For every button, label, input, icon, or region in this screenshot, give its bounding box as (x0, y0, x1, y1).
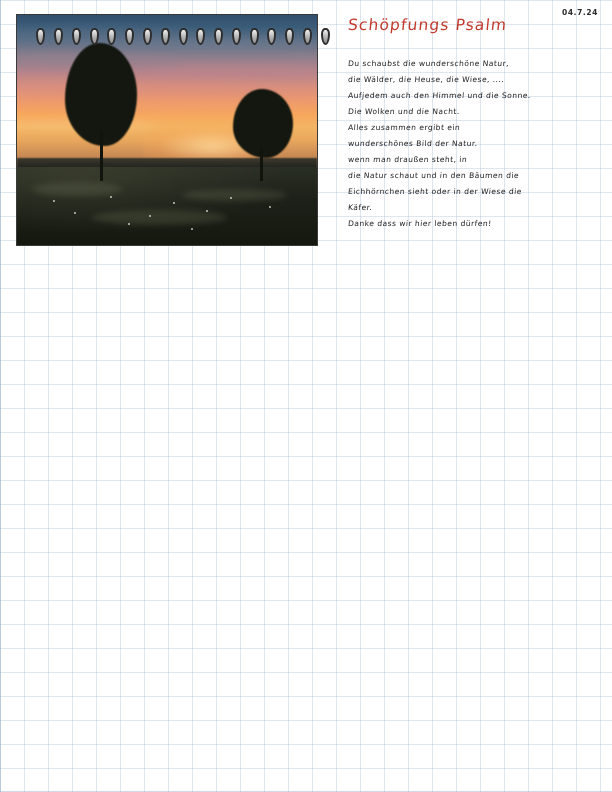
date-stamp: 04.7.24 (562, 8, 598, 17)
spiral-ring (36, 28, 45, 45)
spiral-ring (214, 28, 223, 45)
spiral-ring (196, 28, 205, 45)
grass-tuft (32, 182, 122, 196)
tree-trunk (260, 148, 263, 180)
flower-dot (230, 197, 232, 199)
spiral-ring (267, 28, 276, 45)
page-left-edge (0, 0, 1, 792)
grass-tuft (92, 210, 227, 226)
photo-block (16, 14, 318, 246)
poem-line: Aufjedem auch den Himmel und die Sonne. (347, 91, 532, 100)
flower-dot (269, 206, 271, 208)
spiral-ring (143, 28, 152, 45)
page-title: Schöpfungs Psalm (347, 16, 509, 34)
poem-line: die Natur schaut und in den Bäumen die (347, 171, 520, 180)
spiral-ring (232, 28, 241, 45)
flower-dot (53, 200, 55, 202)
poem-line: wunderschönes Bild der Natur. (347, 139, 478, 148)
flower-dot (191, 228, 193, 230)
poem-line: Danke dass wir hier leben dürfen! (347, 219, 492, 228)
flower-dot (173, 202, 175, 204)
poem-line: Käfer. (347, 203, 373, 212)
spiral-ring (285, 28, 294, 45)
flower-dot (206, 210, 208, 212)
poem-line: Die Wolken und die Nacht. (347, 107, 461, 116)
spiral-ring (250, 28, 259, 45)
spiral-ring (321, 28, 330, 45)
meadow-foreground (17, 167, 317, 245)
spiral-ring (179, 28, 188, 45)
sunset-meadow-photo (16, 14, 318, 246)
spiral-ring (125, 28, 134, 45)
poem-line: Alles zusammen ergibt ein (347, 123, 461, 132)
flower-dot (110, 196, 112, 198)
note-column (348, 16, 588, 232)
poem-line: Eichhörnchen sieht oder in der Wiese die (347, 187, 523, 196)
spiral-ring (107, 28, 116, 45)
flower-dot (74, 212, 76, 214)
spiral-ring (72, 28, 81, 45)
spiral-ring (54, 28, 63, 45)
flower-dot (128, 223, 130, 225)
poem-line: Du schaubst die wunderschöne Natur, (347, 59, 510, 68)
spiral-ring (303, 28, 312, 45)
spiral-ring (161, 28, 170, 45)
tree-icon (233, 89, 293, 158)
spiral-ring (90, 28, 99, 45)
grass-tuft (182, 189, 287, 202)
poem-body (348, 56, 588, 232)
poem-line: wenn man draußen steht, in (347, 155, 468, 164)
spiral-binding (32, 28, 334, 46)
poem-line: die Wälder, die Heuse, die Wiese, .... (347, 75, 505, 84)
tree-trunk (100, 130, 103, 181)
